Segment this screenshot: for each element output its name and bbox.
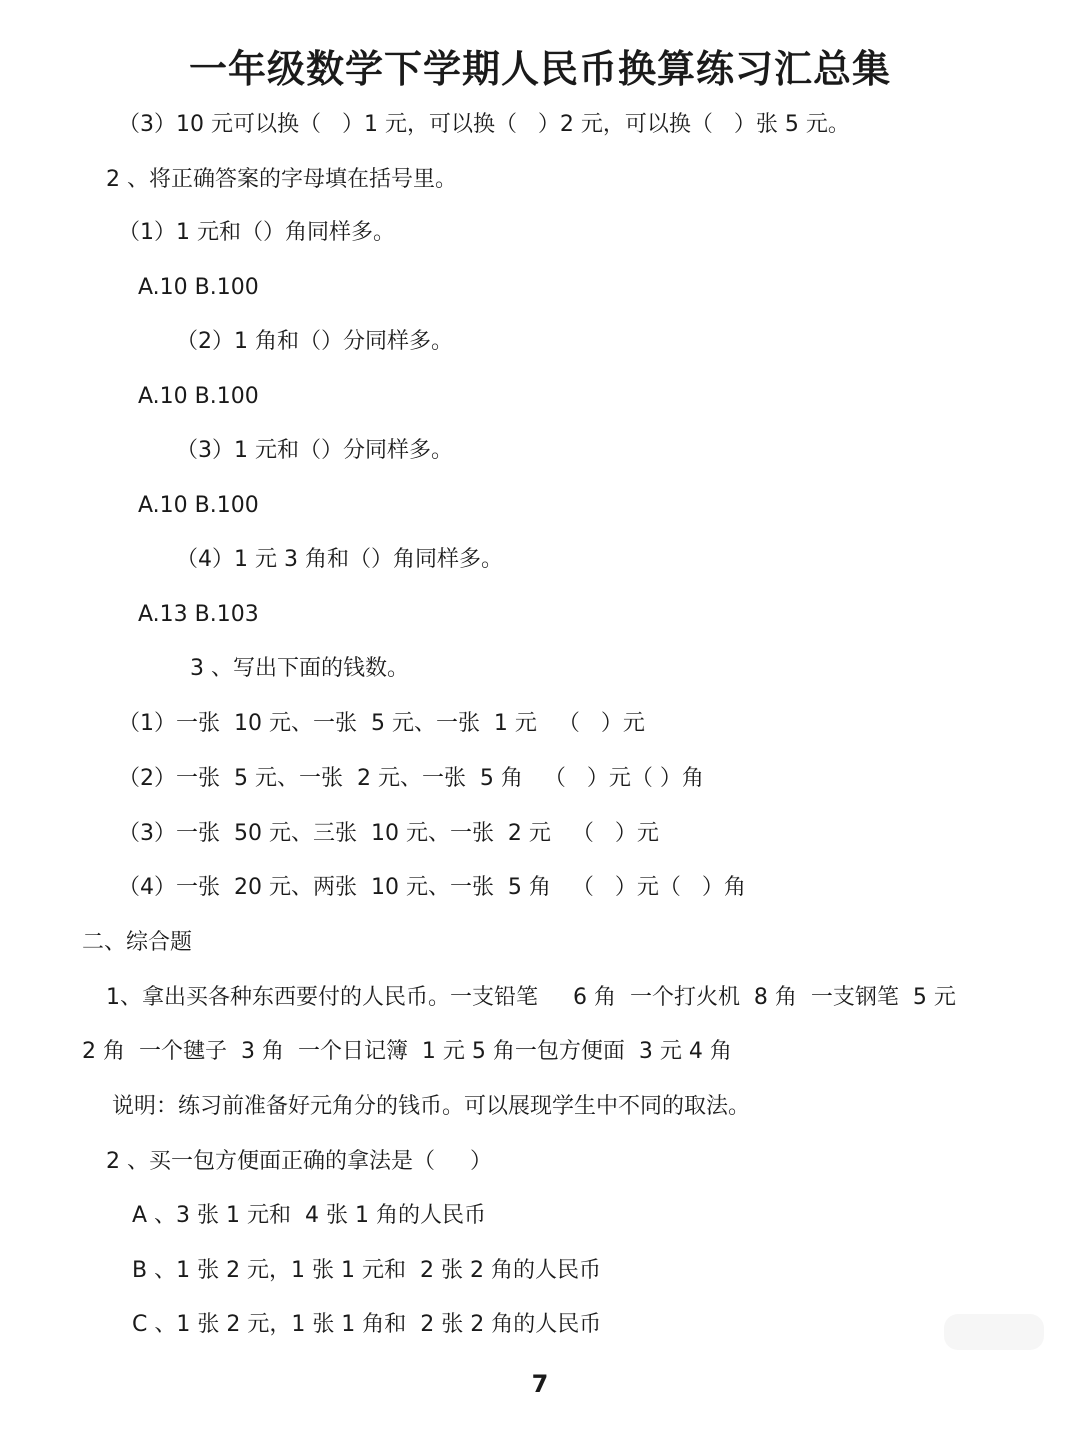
answer-option-a: A 、3 张 1 元和 4 张 1 角的人民币	[132, 1203, 486, 1228]
question-line: （2）一张 5 元、一张 2 元、一张 5 角 （ ）元（ ）角	[118, 766, 704, 791]
question-line: 2 角 一个毽子 3 角 一个日记簿 1 元 5 角一包方便面 3 元 4 角	[82, 1039, 732, 1064]
answer-options: A.10 B.100	[138, 384, 259, 409]
question-line: 1、拿出买各种东西要付的人民币。一支铅笔 6 角 一个打火机 8 角 一支钢笔 5 元	[106, 985, 956, 1010]
section-heading: 二、综合题	[82, 930, 193, 955]
question-line: （4）1 元 3 角和（）角同样多。	[176, 547, 503, 572]
answer-options: A.10 B.100	[138, 493, 259, 518]
section-heading: 3 、写出下面的钱数。	[190, 656, 409, 681]
page-title: 一年级数学下学期人民币换算练习汇总集	[188, 47, 891, 91]
question-line: （1）1 元和（）角同样多。	[118, 220, 395, 245]
section-heading: 2 、买一包方便面正确的拿法是（ ）	[106, 1149, 492, 1174]
note-line: 说明：练习前准备好元角分的钱币。可以展现学生中不同的取法。	[112, 1094, 751, 1119]
question-line: （3）10 元可以换（ ）1 元，可以换（ ）2 元，可以换（ ）张 5 元。	[118, 112, 850, 137]
answer-options: A.13 B.103	[138, 602, 259, 627]
question-line: （2）1 角和（）分同样多。	[176, 329, 453, 354]
question-line: （3）1 元和（）分同样多。	[176, 438, 453, 463]
answer-options: A.10 B.100	[138, 275, 259, 300]
watermark-smudge	[944, 1314, 1044, 1350]
section-heading: 2 、将正确答案的字母填在括号里。	[106, 167, 457, 192]
answer-option-c: C 、1 张 2 元，1 张 1 角和 2 张 2 角的人民币	[132, 1312, 602, 1337]
answer-option-b: B 、1 张 2 元，1 张 1 元和 2 张 2 角的人民币	[132, 1258, 601, 1283]
page-number: 7	[531, 1370, 549, 1398]
question-line: （1）一张 10 元、一张 5 元、一张 1 元 （ ）元	[118, 711, 645, 736]
question-line: （3）一张 50 元、三张 10 元、一张 2 元 （ ）元	[118, 821, 659, 846]
question-line: （4）一张 20 元、两张 10 元、一张 5 角 （ ）元（ ）角	[118, 875, 746, 900]
